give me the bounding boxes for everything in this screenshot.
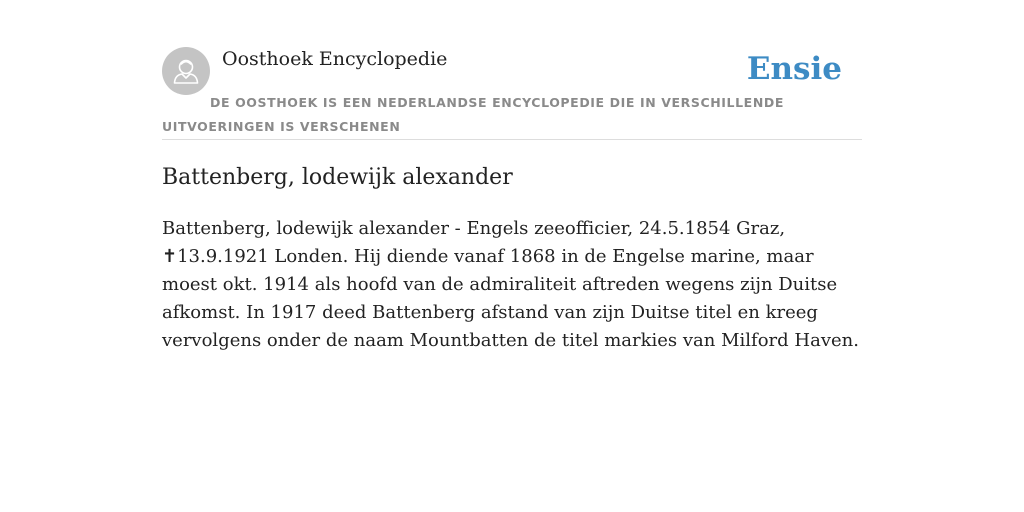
source-name-link[interactable]: Oosthoek Encyclopedie: [222, 48, 448, 70]
source-tagline: DE OOSTHOEK IS EEN NEDERLANDSE ENCYCLOPEDIE DIE IN VERSCHILLENDE UITVOERINGEN IS VERSCHENEN: [162, 95, 784, 134]
user-avatar-icon[interactable]: [162, 47, 210, 95]
article: [162, 163, 862, 355]
ensie-logo[interactable]: Ensie: [746, 51, 842, 87]
article-title: Battenberg, lodewijk alexander: [162, 165, 513, 190]
article-body: Battenberg, lodewijk alexander - Engels zeeofficier, 24.5.1854 Graz, ✝13.9.1921 Londen. Hij diende vanaf 1868 in de Engelse marine, maar moest okt. 1914 als hoofd van de admiraliteit aftreden wegens zijn Duitse afkomst. In 1917 deed Battenberg afstand van zijn Duitse titel en kreeg vervolgens onder de naam Mountbatten de titel markies van Milford Haven.: [162, 218, 859, 351]
source-header: [162, 47, 862, 140]
